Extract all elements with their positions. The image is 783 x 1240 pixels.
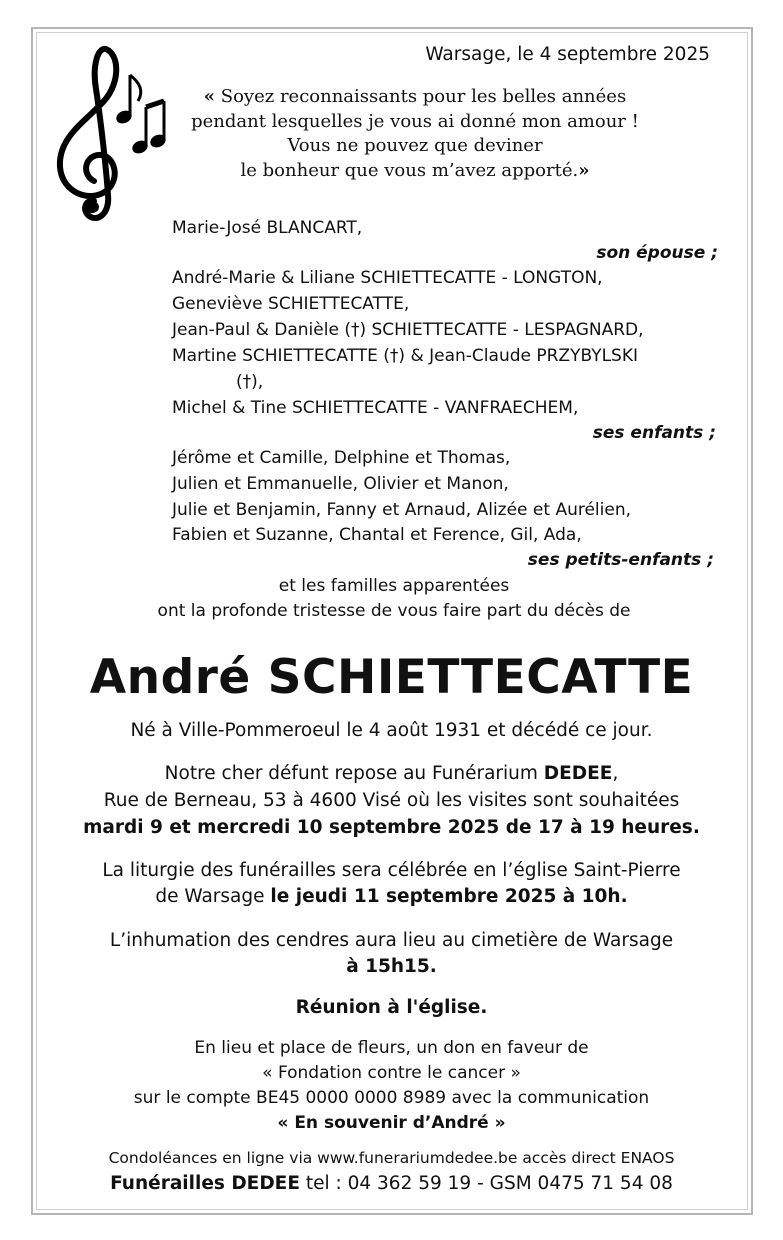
- quote-line-4: [0, 160, 783, 181]
- quote-open-mark: «: [203, 86, 216, 107]
- condolences-line: Condoléances en ligne via www.funerariumdedee.be accès direct ENAOS: [108, 1149, 675, 1167]
- footer-company: Funérailles DEDEE: [110, 1173, 300, 1194]
- rest-text: Notre cher défunt repose au Funérarium: [164, 763, 544, 784]
- quote-line-2: pendant lesquelles je vous ai donné mon amour !: [191, 111, 639, 132]
- donation-line-2: « Fondation contre le cancer »: [262, 1063, 521, 1083]
- quote-close-mark: »: [578, 160, 590, 181]
- liturgy-date: le jeudi 11 septembre 2025 à 10h.: [270, 886, 628, 907]
- birth-line: Né à Ville-Pommeroeul le 4 août 1931 et décédé ce jour.: [130, 720, 653, 741]
- grandchild-line: Julie et Benjamin, Fanny et Arnaud, Alizée et Aurélien,: [172, 500, 631, 520]
- child-line: Jean-Paul & Danièle (†) SCHIETTECATTE - LESPAGNARD,: [172, 320, 644, 340]
- grandchild-line: Julien et Emmanuelle, Olivier et Manon,: [172, 474, 509, 494]
- deceased-name: André SCHIETTECATTE: [89, 650, 694, 705]
- quote-line-3: Vous ne pouvez que deviner: [287, 135, 543, 156]
- footer-phones: tel : 04 362 59 19 - GSM 0475 71 54 08: [299, 1173, 673, 1194]
- child-line: Geneviève SCHIETTECATTE,: [172, 294, 410, 314]
- liturgy-line-1: La liturgie des funérailles sera célébrée en l’église Saint-Pierre: [102, 860, 681, 881]
- liturgy-text: de Warsage: [155, 886, 271, 907]
- families-line: et les familles apparentées: [278, 576, 510, 596]
- quote-text-4: le bonheur que vous m’avez apporté.: [240, 160, 579, 181]
- announce-line: ont la profonde tristesse de vous faire part du décès de: [157, 601, 631, 621]
- burial-line-1: L’inhumation des cendres aura lieu au cimetière de Warsage: [109, 930, 674, 951]
- grandchild-line: Fabien et Suzanne, Chantal et Ference, Gil, Ada,: [172, 525, 582, 545]
- grandchild-line: Jérôme et Camille, Delphine et Thomas,: [172, 448, 511, 468]
- rest-comma: ,: [612, 763, 619, 784]
- burial-line-2: à 15h15.: [346, 956, 437, 977]
- funerarium-name: DEDEE: [543, 763, 613, 784]
- rest-line-2: Rue de Berneau, 53 à 4600 Visé où les visites sont souhaitées: [103, 790, 680, 811]
- quote-line-1: [0, 86, 783, 107]
- grandchildren-role: ses petits-enfants ;: [527, 550, 714, 570]
- donation-line-1: En lieu et place de fleurs, un don en faveur de: [194, 1038, 589, 1058]
- rest-line-1: [0, 763, 783, 784]
- child-line: Michel & Tine SCHIETTECATTE - VANFRAECHEM,: [172, 398, 579, 418]
- liturgy-line-2: [0, 886, 783, 907]
- rest-line-3: mardi 9 et mercredi 10 septembre 2025 de 17 à 19 heures.: [83, 817, 700, 838]
- child-line: André-Marie & Liliane SCHIETTECATTE - LONGTON,: [172, 268, 603, 288]
- child-line: (†),: [236, 372, 264, 392]
- quote-text-1: Soyez reconnaissants pour les belles années: [215, 86, 627, 107]
- spouse-name: Marie-José BLANCART,: [172, 218, 363, 238]
- meeting-line: Réunion à l'église.: [295, 997, 488, 1018]
- child-line: Martine SCHIETTECATTE (†) & Jean-Claude PRZYBYLSKI: [172, 346, 639, 366]
- place-date: Warsage, le 4 septembre 2025: [425, 44, 710, 65]
- spouse-role: son épouse ;: [596, 243, 718, 263]
- donation-line-4: « En souvenir d’André »: [277, 1113, 506, 1133]
- children-role: ses enfants ;: [592, 423, 716, 443]
- donation-line-3: sur le compte BE45 0000 0000 8989 avec la communication: [133, 1088, 650, 1108]
- footer-contact: [0, 1173, 783, 1194]
